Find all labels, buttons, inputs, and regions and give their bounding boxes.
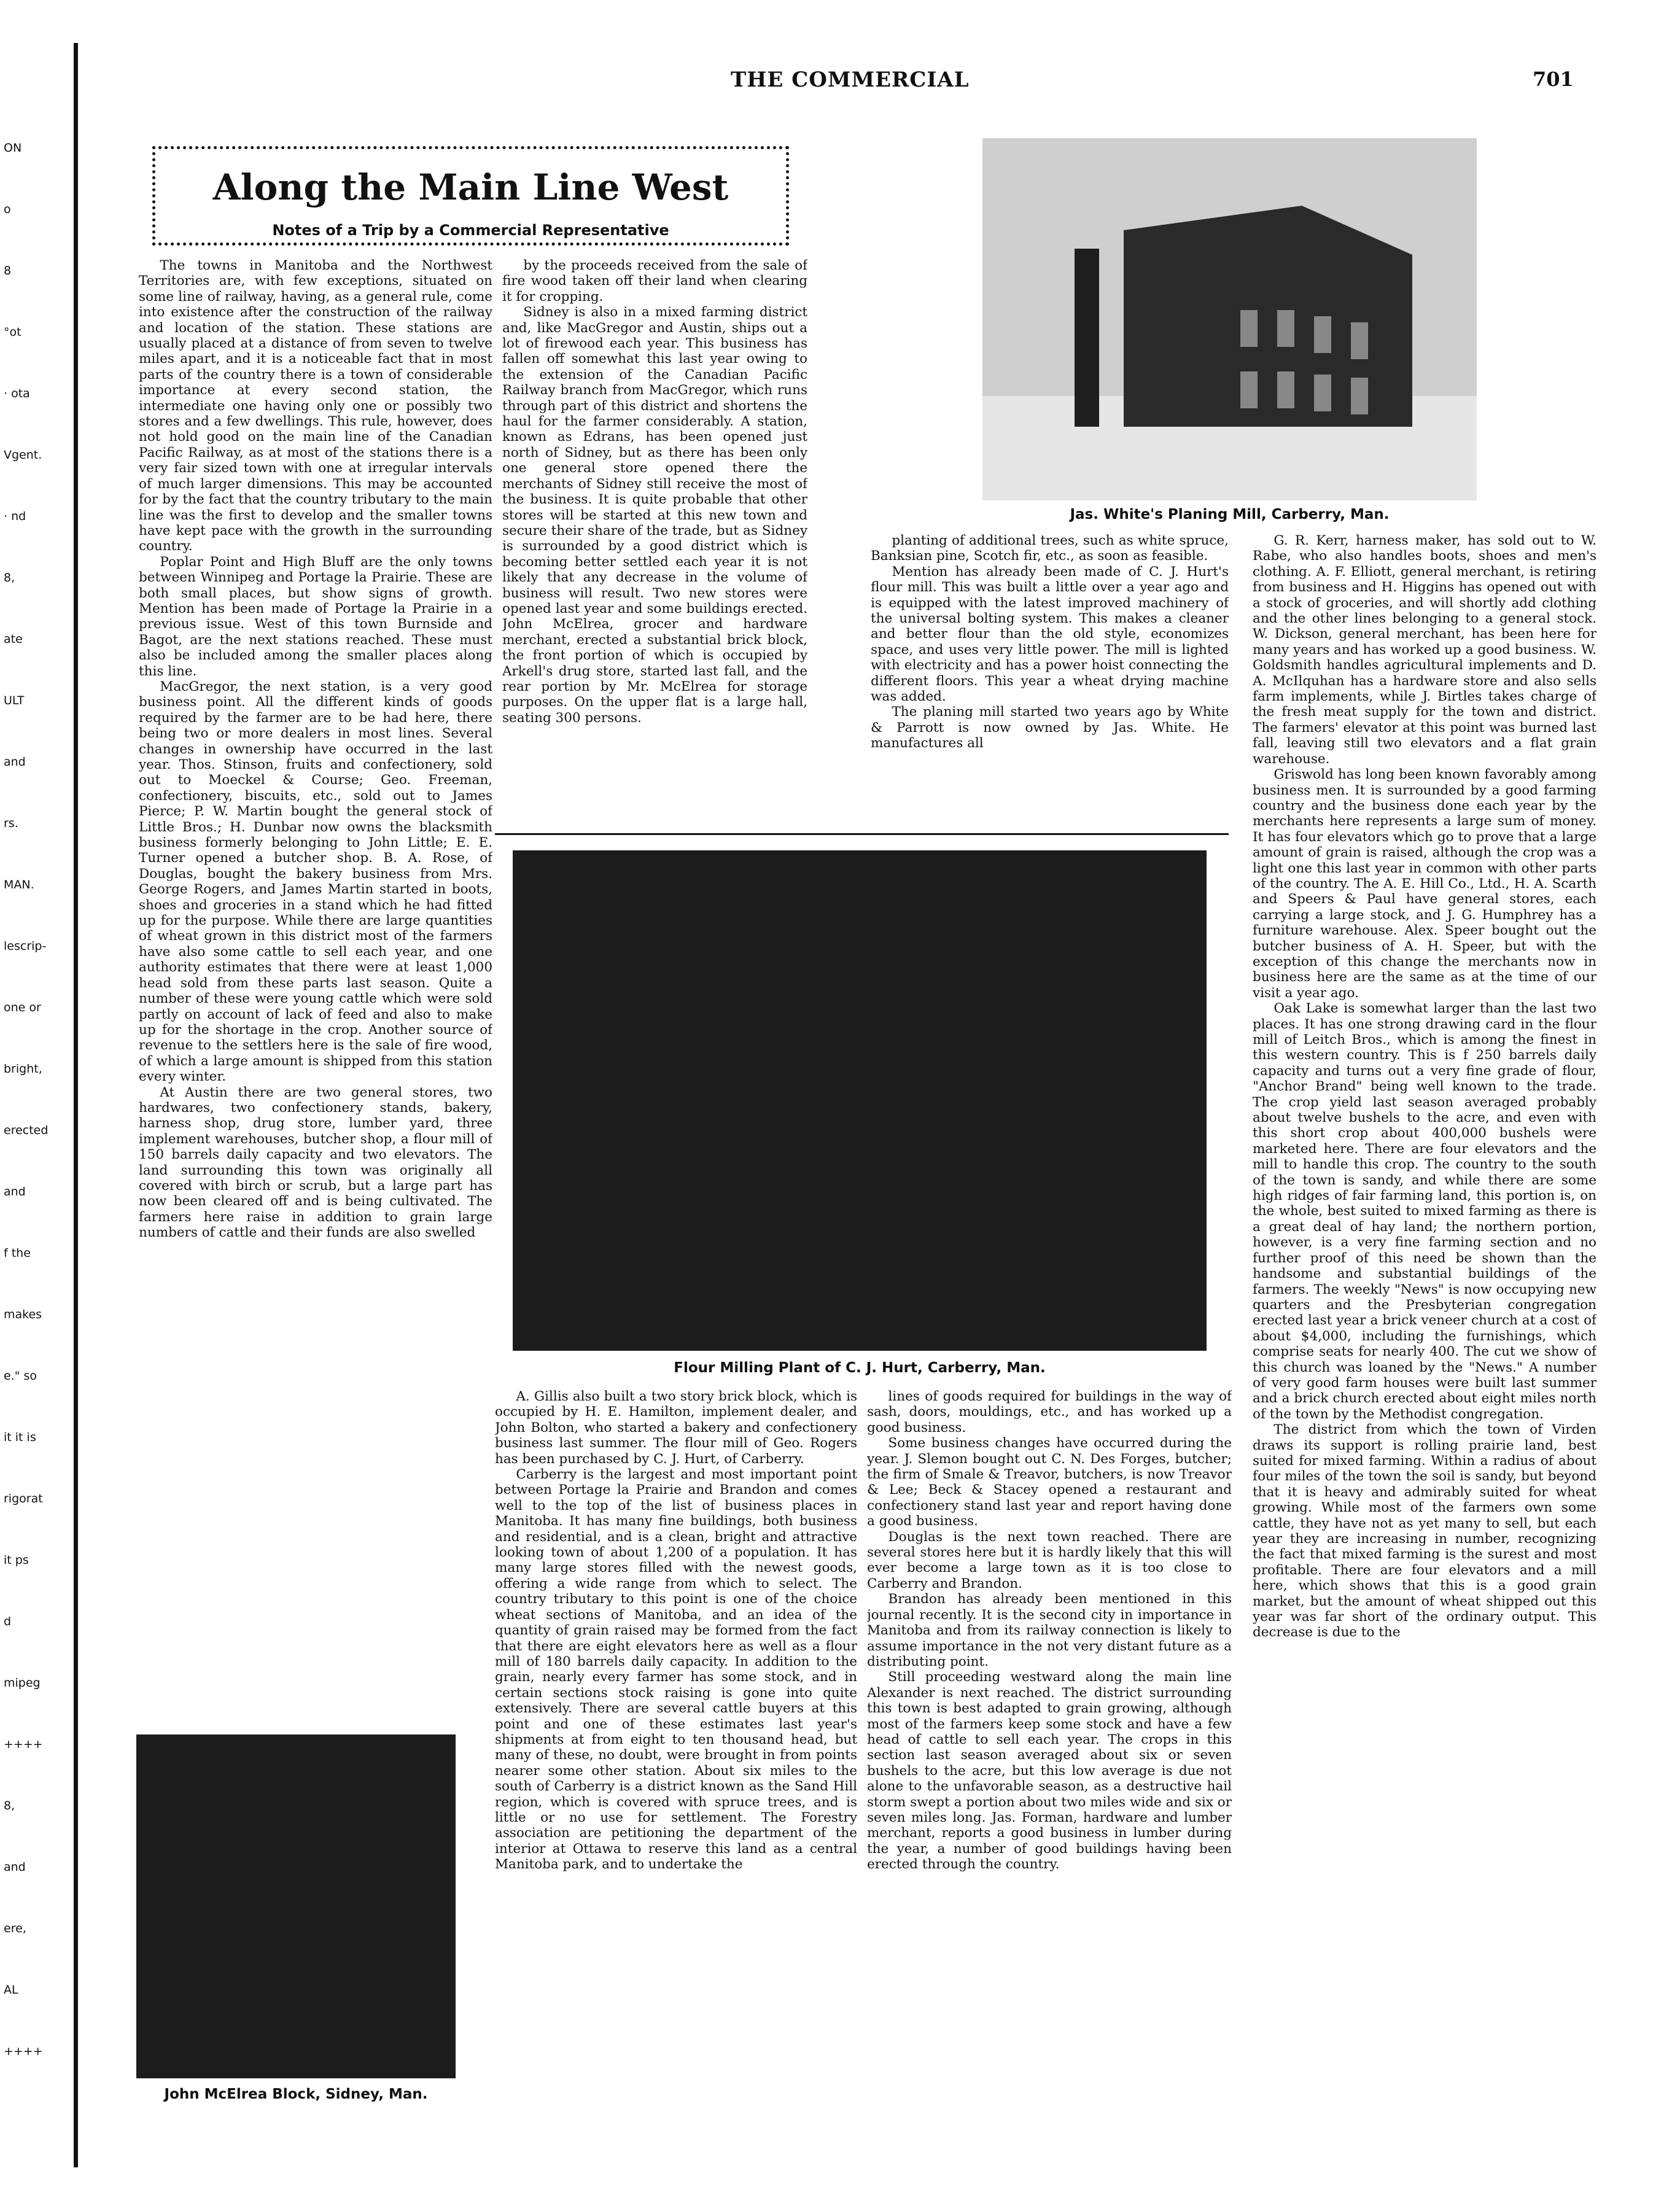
margin-fragment: o (4, 203, 11, 216)
flour-mill-photo (513, 850, 1207, 1351)
planing-mill-caption: Jas. White's Planing Mill, Carberry, Man. (1070, 507, 1390, 522)
mcelrea-block-caption: John McElrea Block, Sidney, Man. (164, 2086, 428, 2102)
margin-fragment: one or (4, 1001, 41, 1014)
margin-fragment: ++++ (4, 2045, 43, 2058)
article-subtitle: Notes of a Trip by a Commercial Representative (272, 222, 669, 239)
paragraph: Some business changes have occurred during the year. J. Slemon bought out C. N. Des Forges, butcher; the firm of Smale & Treavor, butchers, is now Treavor & Lee; Beck & Stacey opened a restaurant and confectionery stand last year and report having done a good business. (867, 1435, 1232, 1529)
paragraph: Oak Lake is somewhat larger than the last two places. It has one strong drawing card in the flour mill of Leitch Bros., which is among the finest in this western country. This is f 250 barrels daily capacity and turns out a very fine grade of flour, "Anchor Brand" being well known to the trade. The crop yield last season averaged probably about twelve bushels to the acre, and even with this short crop about 400,000 bushels were marketed here. There are four elevators and the mill to handle this crop. The country to the south of the town is sandy, and while there are some high ridges of fair farming land, this portion is, on the whole, best suited to mixed farming as there is a great deal of hay land; the northern portion, however, is a very fine farming section and no further proof of this need be shown than the handsome and substantial buildings of the farmers. The weekly "News" is now occupying new quarters and the Presbyterian congregation erected last year a brick veneer church at a cost of about $4,000, including the furnishings, which comprise seats for nearly 400. The cut we show of this church was loaned by the "News." A number of very good farm houses were built last summer and a brick church erected about eight miles north of the town by the Methodist congregation. (1253, 1001, 1596, 1422)
newspaper-title: THE COMMERCIAL (731, 68, 970, 92)
paragraph: Carberry is the largest and most important point between Portage la Prairie and Brandon and comes well to the top of the list of business places in Manitoba. It has many fine buildings, both business and residential, and is a clean, bright and attractive looking town of about 1,200 of a population. It has many large stores filled with the newest goods, offering a wide range from which to select. The country tributary to this point is one of the choice wheat sections of Manitoba, and an idea of the quantity of grain raised may be formed from the fact that there are eight elevators here as well as a flour mill of 180 barrels daily capacity. In addition to the grain, nearly every farmer has some stock, and in certain sections stock raising is gone into quite extensively. There are several cattle buyers at this point and one of these estimates last year's shipments at from eight to ten thousand head, but many of these, no doubt, were brought in from points nearer some other station. About six miles to the south of Carberry is a district known as the Sand Hill region, which is covered with spruce trees, and is little or no use for settlement. The Forestry association are petitioning the department of the interior at Ottawa to reserve this land as a central Manitoba park, and to undertake the (495, 1467, 857, 1873)
column-1 (139, 258, 492, 1719)
paragraph: Douglas is the next town reached. There are several stores here but it is hardly likely that this will ever become a large town as it is too close to Carberry and Brandon. (867, 1529, 1232, 1591)
margin-fragment: d (4, 1615, 12, 1628)
paragraph: G. R. Kerr, harness maker, has sold out to W. Rabe, who also handles boots, shoes and men's clothing. A. F. Elliott, general merchant, is retiring from business and H. Higgins has opened out with a stock of groceries, and will shortly add clothing and the other lines belonging to a general stock. W. Dickson, general merchant, has been here for many years and has worked up a good business. W. Goldsmith handles agricultural implements and D. A. McIlquhan has a hardware store and also sells farm implements, while J. Birtles takes charge of the fresh meat supply for the town and district. The farmers' elevator at this point was burned last fall, leaving still two elevators and a flat grain warehouse. (1253, 533, 1596, 767)
margin-fragment: it it is (4, 1431, 36, 1444)
paragraph: A. Gillis also built a two story brick block, which is occupied by H. E. Hamilton, implement dealer, and John Bolton, who started a bakery and confectionery business last summer. The flour mill of Geo. Rogers has been purchased by C. J. Hurt, of Carberry. (495, 1389, 857, 1467)
margin-fragment: mipeg (4, 1676, 41, 1690)
paragraph: Mention has already been made of C. J. Hurt's flour mill. This was built a little over a year ago and is equipped with the latest improved machinery of the universal bolting system. This makes a cleaner and better flour than the old style, economizes space, and uses very little power. The mill is lighted with electricity and has a power hoist connecting the different floors. This year a wheat drying machine was added. (871, 564, 1229, 705)
margin-fragment: rs. (4, 817, 18, 830)
flour-mill-caption: Flour Milling Plant of C. J. Hurt, Carberry, Man. (674, 1360, 1046, 1376)
paragraph: Griswold has long been known favorably among business men. It is surrounded by a good farming country and the business done each year by the merchants here represents a large sum of money. It has four elevators which go to prove that a large amount of grain is raised, although the crop was a light one this last year in common with other parts of the country. The A. E. Hill Co., Ltd., H. A. Scarth and Speers & Paul have general stores, each carrying a large stock, and J. G. Humphrey has a furniture warehouse. Alex. Speer bought out the butcher business of A. H. Speer, but with the exception of this change the merchants now in business here are the same as at the time of our visit a year ago. (1253, 767, 1596, 1001)
paragraph: Brandon has already been mentioned in this journal recently. It is the second city in importance in Manitoba and from its railway connection is likely to assume importance in the not very distant future as a distributing point. (867, 1591, 1232, 1669)
margin-fragment: °ot (4, 325, 21, 339)
page-gutter-rule (74, 43, 78, 2167)
margin-fragment: and (4, 755, 26, 769)
margin-fragment: ++++ (4, 1738, 43, 1751)
margin-fragment: erected (4, 1124, 49, 1137)
paragraph: The towns in Manitoba and the Northwest Territories are, with few exceptions, situated on some line of railway, having, as a general rule, come into existence after the construction of the railway and location of the station. These stations are usually placed at a distance of from seven to twelve miles apart, and it is a noticeable fact that in most parts of the country there is a town of considerable importance at every second station, the intermediate one having only one or possibly two stores and a few dwellings. This rule, however, does not hold good on the main line of the Canadian Pacific Railway, as at most of the stations there is a very fair sized town with one at irregular intervals of much larger dimensions. This may be accounted for by the fact that the country tributary to the main line was the first to develop and the smaller towns have kept pace with the growth in the surrounding country. (139, 258, 492, 554)
margin-fragment: rigorat (4, 1492, 43, 1505)
margin-fragment: lescrip- (4, 939, 47, 953)
column-3-top (871, 533, 1229, 828)
column-4 (1253, 533, 1596, 2166)
margin-fragment: ON (4, 141, 22, 155)
margin-fragment: e." so (4, 1369, 37, 1383)
margin-fragment: bright, (4, 1062, 42, 1076)
page-number: 701 (1533, 68, 1574, 91)
margin-fragment: makes (4, 1308, 42, 1321)
margin-fragment: ULT (4, 694, 25, 707)
paragraph: The planing mill started two years ago by White & Parrott is now owned by Jas. White. He manufactures all (871, 704, 1229, 752)
article-title-box (152, 146, 789, 246)
article-title: Along the Main Line West (212, 166, 729, 208)
planing-mill-photo (982, 138, 1477, 500)
margin-fragment: 8 (4, 264, 12, 278)
margin-fragment: it ps (4, 1553, 29, 1567)
paragraph: Still proceeding westward along the main line Alexander is next reached. The district surrounding this town is best adapted to grain growing, although most of the farmers keep some stock and have a few head of cattle to sell each year. The crops in this section last season averaged about six or seven bushels to the acre, but this low average is due not alone to the unfavorable season, as a destructive hail storm swept a portion about two miles wide and six or seven miles long. Jas. Forman, hardware and lumber merchant, reports a good business in lumber during the year, a number of good buildings having been erected through the country. (867, 1669, 1232, 1873)
column-3-bottom (867, 1389, 1232, 2162)
column-2-top (502, 258, 807, 810)
building-illustration (982, 138, 1477, 500)
paragraph: Poplar Point and High Bluff are the only towns between Winnipeg and Portage la Prairie. These are both small places, but show signs of growth. Mention has been made of Portage la Prairie in a previous issue. West of this town Burnside and Bagot, are the next stations reached. These must also be included among the smaller places along this line. (139, 554, 492, 679)
paragraph: planting of additional trees, such as white spruce, Banksian pine, Scotch fir, etc., as soon as feasible. (871, 533, 1229, 564)
margin-fragment: and (4, 1860, 26, 1874)
margin-fragment: Vgent. (4, 448, 42, 462)
paragraph: MacGregor, the next station, is a very good business point. All the different kinds of goods required by the farmer are to be had here, there being two or more dealers in most lines. Several changes in ownership have occurred in the last year. Thos. Stinson, fruits and confectionery, sold out to Moeckel & Course; Geo. Freeman, confectionery, biscuits, etc., sold out to James Pierce; P. W. Martin bought the general stock of Little Bros.; H. Dunbar now owns the blacksmith business formerly belonging to John Little; E. E. Turner opened a butcher shop. B. A. Rose, of Douglas, bought the bakery business from Mrs. George Rogers, and James Martin started in boots, shoes and groceries in a stand which he had fitted up for the purpose. While there are large quantities of wheat grown in this district most of the farmers have also some cattle to sell each year, and one authority estimates that there were at least 1,000 head sold from these parts last season. Quite a number of these were young cattle which were sold partly on account of lack of feed and also to make up for the shortage in the crop. Another source of revenue to the settlers here is the sale of fire wood, of which a large amount is shipped from this station every winter. (139, 678, 492, 1085)
margin-fragment: 8, (4, 571, 15, 585)
margin-fragment: ere, (4, 1922, 26, 1935)
margin-fragment: MAN. (4, 878, 34, 892)
paragraph: lines of goods required for buildings in the way of sash, doors, mouldings, etc., and has worked up a good business. (867, 1389, 1232, 1435)
paragraph: At Austin there are two general stores, two hardwares, two confectionery stands, bakery, harness shop, drug store, lumber yard, three implement warehouses, butcher shop, a flour mill of 150 barrels daily capacity and two elevators. The land surrounding this town was originally all covered with birch or scrub, but a large part has now been cleared off and is being cultivated. The farmers here raise in addition to grain large numbers of cattle and their funds are also swelled (139, 1084, 492, 1241)
paragraph: Sidney is also in a mixed farming district and, like MacGregor and Austin, ships out a lot of firewood each year. This business has fallen off somewhat this last year owing to the extension of the Canadian Pacific Railway branch from MacGregor, which runs through part of this district and shortens the haul for the farmer considerably. A station, known as Edrans, has been opened just north of Sidney, but as there has been only one general store opened there the merchants of Sidney still receive the most of the business. It is quite probable that other stores will be started at this new town and secure their share of the trade, but as Sidney is surrounded by a good district which is becoming better settled each year it is not likely that any decrease in the volume of business will result. Two new stores were opened last year and some buildings erected. John McElrea, grocer and hardware merchant, erected a substantial brick block, the front portion of which is occupied by Arkell's drug store, started last fall, and the rear portion by Mr. McElrea for storage purposes. On the upper flat is a large hall, seating 300 persons. (502, 305, 807, 726)
margin-fragment: AL (4, 1983, 18, 1997)
mcelrea-block-photo (136, 1734, 456, 2078)
margin-fragment: ate (4, 632, 23, 646)
paragraph: The district from which the town of Virden draws its support is rolling prairie land, best suited for mixed farming. Within a radius of about four miles of the town the soil is sandy, but beyond that it is heavy and admirably suited for wheat growing. While most of the farmers own some cattle, they have not as yet many to sell, but each year they are increasing in number, recognizing the fact that mixed farming is the surest and most profitable. There are four elevators and a mill here, which shows that this is a good grain market, but the amount of wheat shipped out this year was far short of the ordinary output. This decrease is due to the (1253, 1422, 1596, 1641)
margin-fragment: 8, (4, 1799, 15, 1812)
margin-fragment: · nd (4, 510, 26, 523)
margin-fragment: f the (4, 1246, 31, 1260)
margin-fragment: · ota (4, 387, 30, 400)
section-divider (495, 833, 1229, 835)
margin-fragment: and (4, 1185, 26, 1198)
paragraph: by the proceeds received from the sale of fire wood taken off their land when clearing it for cropping. (502, 258, 807, 305)
column-2-bottom (495, 1389, 857, 2162)
